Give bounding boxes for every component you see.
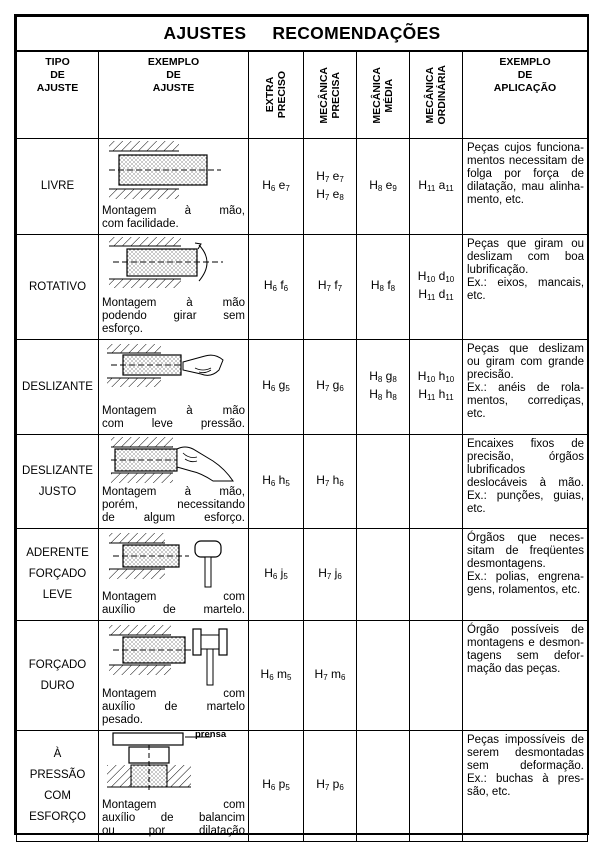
fit-shaft-grade: 8 xyxy=(392,375,397,384)
exemplo-cell xyxy=(99,435,249,529)
exemplo-cell xyxy=(99,235,249,340)
fit-shaft-letter: m xyxy=(331,666,341,681)
mecanica-precisa-cell xyxy=(304,235,357,340)
fit-shaft-letter: p xyxy=(278,777,286,791)
caption-line: auxílio de martelo. xyxy=(102,604,245,616)
caption-line: esforço. xyxy=(102,323,143,335)
fit-shaft-letter: e xyxy=(332,186,340,201)
extra-preciso-cell xyxy=(249,621,304,731)
fit-shaft-letter: f xyxy=(334,278,338,292)
fit-hole-grade: 7 xyxy=(324,384,330,393)
fit-illustration xyxy=(99,139,248,209)
fit-hole-letter: H xyxy=(316,378,325,392)
aplicacao-line: mação das peças. xyxy=(467,663,561,675)
tipo-label: FORÇADO xyxy=(28,568,87,580)
mecanica-media-value xyxy=(357,387,409,405)
mecanica-precisa-cell xyxy=(304,621,357,731)
extra-preciso-value xyxy=(249,777,303,795)
aplicacao-line: são, etc. xyxy=(467,786,511,798)
aplicacao-cell xyxy=(463,235,588,340)
fit-hole-grade: 10 xyxy=(426,275,436,284)
fit-recommendations-table xyxy=(16,16,588,842)
fit-shaft-letter: h xyxy=(438,387,446,401)
aplicacao-cell xyxy=(463,731,588,842)
tipo-cell xyxy=(17,235,99,340)
caption-line: Montagem com xyxy=(102,799,245,811)
fit-hole-grade: 8 xyxy=(379,284,384,293)
fit-hole-letter: H xyxy=(318,565,327,580)
fit-hole-grade: 7 xyxy=(326,571,332,581)
mecanica-precisa-value xyxy=(304,777,356,795)
mecanica-precisa-value xyxy=(304,378,356,396)
aplicacao-line: precisão. xyxy=(467,369,514,381)
fit-shaft-grade: 6 xyxy=(337,571,342,581)
fit-hole-letter: H xyxy=(316,168,325,183)
caption-line: com leve pressão. xyxy=(102,418,245,430)
fit-hole-letter: H xyxy=(369,177,378,192)
aplicacao-line: sitam de freqüentes xyxy=(467,545,585,557)
fit-shaft-grade: 7 xyxy=(285,183,290,193)
aplicacao-cell xyxy=(463,340,588,435)
fit-hole-letter: H xyxy=(316,472,325,487)
mecanica-media-value xyxy=(357,178,409,196)
aplicacao-line: Peças que deslizam xyxy=(467,343,585,355)
fit-hole-letter: H xyxy=(263,278,273,292)
fit-shaft-letter: d xyxy=(438,269,446,283)
tipo-label: FORÇADO xyxy=(28,658,87,671)
caption-line: ou por dilatação xyxy=(102,825,245,837)
fit-illustration xyxy=(99,731,248,806)
aplicacao-cell xyxy=(463,529,588,621)
fit-shaft-grade: 6 xyxy=(283,284,289,293)
mecanica-ordinaria-value xyxy=(410,369,462,387)
fit-hole-letter: H xyxy=(264,565,273,580)
caption-line: porém, necessitando xyxy=(102,499,245,511)
aplicacao-line: deslizam com boa xyxy=(467,251,585,263)
fit-shaft-grade: 5 xyxy=(285,384,290,393)
fit-illustration xyxy=(99,529,248,594)
mecanica-ordinaria-cell xyxy=(410,139,463,235)
caption-line: auxílio de balancim xyxy=(102,812,245,824)
aplicacao-line: etc. xyxy=(467,408,486,420)
mecanica-precisa-cell xyxy=(304,529,357,621)
mecanica-media-cell xyxy=(357,435,410,529)
aplicacao-cell xyxy=(463,435,588,529)
fit-hole-grade: 8 xyxy=(377,183,383,193)
mecanica-precisa-value xyxy=(304,667,356,685)
fit-hole-letter: H xyxy=(418,177,427,192)
fit-hole-grade: 6 xyxy=(269,672,274,682)
mecanica-precisa-cell xyxy=(304,435,357,529)
fit-shaft-letter: f xyxy=(280,278,284,292)
exemplo-cell xyxy=(99,340,249,435)
aplicacao-line: precisão, órgãos xyxy=(467,451,585,463)
mecanica-media-cell xyxy=(357,235,410,340)
fit-hole-letter: H xyxy=(262,777,271,791)
aplicacao-line: serem desmontadas xyxy=(467,747,585,759)
tipo-label: DESLIZANTE xyxy=(22,464,93,477)
fit-shaft-letter: e xyxy=(278,177,286,192)
fit-hole-grade: 6 xyxy=(270,183,276,193)
fit-illustration xyxy=(99,340,248,395)
extra-preciso-cell xyxy=(249,435,304,529)
fit-shaft-grade: 7 xyxy=(337,284,343,293)
caption-line: pesado. xyxy=(102,714,143,726)
exemplo-cell xyxy=(99,621,249,731)
fit-hole-grade: 7 xyxy=(324,478,330,488)
fit-shaft-grade: 6 xyxy=(339,783,344,792)
fit-hole-letter: H xyxy=(262,472,271,487)
header-exemplo-aplicacao: EXEMPLO DE APLICAÇÃO xyxy=(463,51,588,139)
fit-hole-grade: 11 xyxy=(427,183,436,193)
tipo-label: DESLIZANTE xyxy=(22,380,93,393)
fit-shaft-grade: 5 xyxy=(287,672,292,682)
fit-illustration xyxy=(99,435,248,490)
mecanica-ordinaria-value xyxy=(410,269,462,287)
aplicacao-line: Ex.: anéis de rola- xyxy=(467,382,585,394)
caption-line: de algum esforço. xyxy=(102,512,245,524)
aplicacao-line: etc. xyxy=(467,290,486,302)
aplicacao-line: lubrificação. xyxy=(467,264,529,276)
fit-shaft-letter: g xyxy=(278,378,286,392)
header-mecanica-precisa-text: MECÂNICA PRECISA xyxy=(318,66,342,124)
exemplo-caption xyxy=(99,297,248,338)
fit-hole-letter: H xyxy=(262,378,271,392)
aplicacao-line: lubrificados xyxy=(467,464,526,476)
tipo-label: ADERENTE xyxy=(26,547,89,559)
fit-hole-grade: 7 xyxy=(324,192,330,202)
fit-shaft-grade: 6 xyxy=(341,672,346,682)
mecanica-ordinaria-cell xyxy=(410,435,463,529)
mecanica-ordinaria-value xyxy=(410,387,462,405)
fit-shaft-letter: h xyxy=(385,387,393,401)
exemplo-caption xyxy=(99,799,248,840)
fit-shaft-grade: 5 xyxy=(285,783,290,792)
fit-hole-grade: 6 xyxy=(270,783,276,792)
mecanica-media-value xyxy=(357,278,409,296)
tipo-label: COM xyxy=(44,790,71,802)
fit-shaft-grade: 8 xyxy=(392,393,397,402)
aplicacao-line: Ex.: punções, guias, xyxy=(467,490,585,502)
exemplo-caption xyxy=(99,486,248,527)
fit-shaft-letter: h xyxy=(438,369,446,383)
fit-shaft-grade: 11 xyxy=(445,393,454,402)
header-mecanica-ordinaria xyxy=(410,51,463,139)
mecanica-ordinaria-cell xyxy=(410,621,463,731)
aplicacao-line: Ex.: eixos, mancais, xyxy=(467,277,585,289)
tipo-label: À xyxy=(53,748,62,760)
fit-hole-letter: H xyxy=(417,369,427,383)
fit-shaft-grade: 6 xyxy=(339,384,344,393)
aplicacao-line: sem deformação. xyxy=(467,760,585,772)
fit-shaft-letter: h xyxy=(278,472,286,487)
exemplo-cell xyxy=(99,139,249,235)
fit-shaft-grade: 11 xyxy=(445,183,454,193)
fit-shaft-letter: a xyxy=(438,177,446,192)
header-mecanica-ordinaria-text: MECÂNICA ORDINÁRIA xyxy=(424,65,448,125)
header-mecanica-media xyxy=(357,51,410,139)
aplicacao-line: Órgão possíveis de xyxy=(467,624,585,636)
fit-hole-grade: 7 xyxy=(323,672,328,682)
fit-hole-letter: H xyxy=(369,387,378,401)
tipo-label: ROTATIVO xyxy=(28,280,87,293)
title-left: AJUSTES xyxy=(163,23,247,43)
fit-hole-grade: 10 xyxy=(426,375,436,384)
caption-line: Montagem com xyxy=(102,591,245,603)
fit-shaft-letter: e xyxy=(332,168,340,183)
fit-hole-letter: H xyxy=(418,287,427,301)
caption-line: Montagem com xyxy=(102,688,245,700)
tipo-label: ESFORÇO xyxy=(29,811,86,823)
table-row xyxy=(17,529,588,621)
caption-line: Montagem à mão, xyxy=(102,486,245,498)
aplicacao-line: Ex.: buchas à pres- xyxy=(467,773,585,785)
mecanica-media-cell xyxy=(357,529,410,621)
aplicacao-line: mentos necessitam de xyxy=(467,155,585,167)
fit-hole-grade: 8 xyxy=(377,393,383,402)
fit-illustration xyxy=(99,621,248,692)
prensa-label: prensa xyxy=(195,730,227,740)
table-title xyxy=(17,17,588,52)
fit-shaft-grade: 10 xyxy=(445,375,455,384)
extra-preciso-value xyxy=(249,278,303,296)
fit-hole-grade: 7 xyxy=(326,284,331,293)
mecanica-media-cell xyxy=(357,621,410,731)
exemplo-caption xyxy=(99,405,248,433)
mecanica-media-cell xyxy=(357,340,410,435)
table-row xyxy=(17,235,588,340)
aplicacao-line: desmontagens. xyxy=(467,558,546,570)
mecanica-media-cell xyxy=(357,731,410,842)
mecanica-media-cell xyxy=(357,139,410,235)
aplicacao-line: Ex.: polias, engrena- xyxy=(467,571,585,583)
tipo-cell xyxy=(17,139,99,235)
caption-line: auxílio de martelo xyxy=(102,701,245,713)
fit-hole-grade: 11 xyxy=(427,293,436,302)
fit-shaft-letter: p xyxy=(332,777,340,791)
fit-illustration xyxy=(99,235,248,295)
extra-preciso-value xyxy=(249,566,303,584)
fit-hole-letter: H xyxy=(369,369,378,383)
fit-hole-grade: 7 xyxy=(324,174,330,184)
fit-shaft-letter: j xyxy=(334,565,338,580)
aplicacao-line: gens, rolamentos, etc. xyxy=(467,584,581,596)
tipo-cell xyxy=(17,340,99,435)
header-tipo: TIPO DE AJUSTE xyxy=(17,51,99,139)
fit-shaft-grade: 8 xyxy=(339,192,344,202)
fit-shaft-letter: d xyxy=(438,287,446,301)
fit-shaft-grade: 10 xyxy=(445,275,455,284)
aplicacao-cell xyxy=(463,139,588,235)
aplicacao-line: montagens e desmon- xyxy=(467,637,585,649)
fit-hole-letter: H xyxy=(418,387,427,401)
extra-preciso-value xyxy=(249,667,303,685)
fit-hole-grade: 6 xyxy=(270,384,276,393)
header-mecanica-media-text: MECÂNICA MÉDIA xyxy=(371,66,395,124)
table-row xyxy=(17,731,588,842)
mecanica-precisa-value xyxy=(304,187,356,205)
fit-shaft-grade: 8 xyxy=(390,284,396,293)
caption-line: com facilidade. xyxy=(102,218,179,230)
tipo-label: LEVE xyxy=(42,589,73,601)
table-frame xyxy=(14,14,589,835)
mecanica-precisa-value xyxy=(304,278,356,296)
exemplo-caption xyxy=(99,205,248,233)
fit-shaft-grade: 6 xyxy=(339,478,344,488)
title-right: RECOMENDAÇÕES xyxy=(272,23,441,43)
header-extra-preciso xyxy=(249,51,304,139)
exemplo-cell xyxy=(99,731,249,842)
aplicacao-cell xyxy=(463,621,588,731)
tipo-label: JUSTO xyxy=(38,485,77,498)
tipo-cell xyxy=(17,621,99,731)
mecanica-precisa-value xyxy=(304,566,356,584)
fit-shaft-letter: h xyxy=(332,472,340,487)
aplicacao-line: Órgãos que neces- xyxy=(467,532,585,544)
extra-preciso-cell xyxy=(249,731,304,842)
tipo-label: DURO xyxy=(40,679,75,692)
aplicacao-line: Peças que giram ou xyxy=(467,238,585,250)
caption-line: Montagem à mão, xyxy=(102,205,245,217)
fit-hole-letter: H xyxy=(417,269,427,283)
tipo-cell xyxy=(17,529,99,621)
exemplo-caption xyxy=(99,591,248,619)
fit-hole-letter: H xyxy=(317,278,327,292)
table-row xyxy=(17,621,588,731)
fit-hole-letter: H xyxy=(314,666,324,681)
tipo-label: PRESSÃO xyxy=(29,769,86,781)
fit-shaft-letter: j xyxy=(280,565,284,580)
aplicacao-line: tagens sem defor- xyxy=(467,650,585,662)
mecanica-ordinaria-cell xyxy=(410,731,463,842)
mecanica-precisa-cell xyxy=(304,731,357,842)
fit-hole-grade: 6 xyxy=(270,478,276,488)
mecanica-ordinaria-cell xyxy=(410,529,463,621)
mecanica-ordinaria-value xyxy=(410,178,462,196)
fit-hole-grade: 7 xyxy=(324,783,330,792)
fit-shaft-grade: 5 xyxy=(283,571,288,581)
extra-preciso-cell xyxy=(249,529,304,621)
tipo-cell xyxy=(17,435,99,529)
fit-shaft-letter: e xyxy=(385,177,393,192)
fit-shaft-letter: m xyxy=(277,666,287,681)
fit-hole-grade: 6 xyxy=(272,284,277,293)
fit-shaft-letter: g xyxy=(332,378,340,392)
table-row xyxy=(17,340,588,435)
mecanica-media-value xyxy=(357,369,409,387)
fit-shaft-grade: 7 xyxy=(339,174,344,184)
aplicacao-line: Encaixes fixos de xyxy=(467,438,585,450)
fit-hole-letter: H xyxy=(316,186,325,201)
tipo-cell xyxy=(17,731,99,842)
fit-shaft-letter: g xyxy=(385,369,393,383)
header-exemplo-ajuste: EXEMPLO DE AJUSTE xyxy=(99,51,249,139)
exemplo-cell xyxy=(99,529,249,621)
extra-preciso-value xyxy=(249,378,303,396)
header-extra-preciso-text: EXTRA PRECISO xyxy=(264,71,288,119)
aplicacao-line: ou giram com grande xyxy=(467,356,585,368)
fit-hole-letter: H xyxy=(370,278,380,292)
mecanica-precisa-cell xyxy=(304,139,357,235)
aplicacao-line: mento, etc. xyxy=(467,194,524,206)
fit-hole-grade: 6 xyxy=(272,571,278,581)
mecanica-ordinaria-value xyxy=(410,287,462,305)
caption-line: Montagem à mão xyxy=(102,297,245,309)
exemplo-caption xyxy=(99,688,248,729)
fit-hole-grade: 8 xyxy=(377,375,383,384)
caption-line: Montagem à mão xyxy=(102,405,245,417)
fit-hole-letter: H xyxy=(260,666,270,681)
extra-preciso-cell xyxy=(249,139,304,235)
extra-preciso-cell xyxy=(249,340,304,435)
fit-shaft-grade: 11 xyxy=(445,293,454,302)
extra-preciso-value xyxy=(249,473,303,491)
aplicacao-line: mentos, corrediças, xyxy=(467,395,585,407)
fit-shaft-letter: f xyxy=(387,278,391,292)
fit-hole-letter: H xyxy=(262,177,271,192)
aplicacao-line: etc. xyxy=(467,503,486,515)
fit-shaft-grade: 5 xyxy=(285,478,290,488)
aplicacao-line: Peças cujos funciona- xyxy=(467,142,585,154)
extra-preciso-value xyxy=(249,178,303,196)
mecanica-ordinaria-cell xyxy=(410,235,463,340)
mecanica-ordinaria-cell xyxy=(410,340,463,435)
fit-shaft-grade: 9 xyxy=(392,183,397,193)
aplicacao-line: dilatação, mau alinha- xyxy=(467,181,585,193)
aplicacao-line: Peças impossíveis de xyxy=(467,734,585,746)
mecanica-precisa-value xyxy=(304,169,356,187)
header-mecanica-precisa xyxy=(304,51,357,139)
fit-hole-grade: 11 xyxy=(427,393,436,402)
tipo-label: LIVRE xyxy=(40,180,75,192)
aplicacao-line: deslocáveis à mão. xyxy=(467,477,585,489)
mecanica-precisa-value xyxy=(304,473,356,491)
extra-preciso-cell xyxy=(249,235,304,340)
table-row xyxy=(17,139,588,235)
caption-line: podendo girar sem xyxy=(102,310,245,322)
aplicacao-line: folga por força de xyxy=(467,168,585,180)
mecanica-precisa-cell xyxy=(304,340,357,435)
table-row xyxy=(17,435,588,529)
fit-hole-letter: H xyxy=(316,777,325,791)
